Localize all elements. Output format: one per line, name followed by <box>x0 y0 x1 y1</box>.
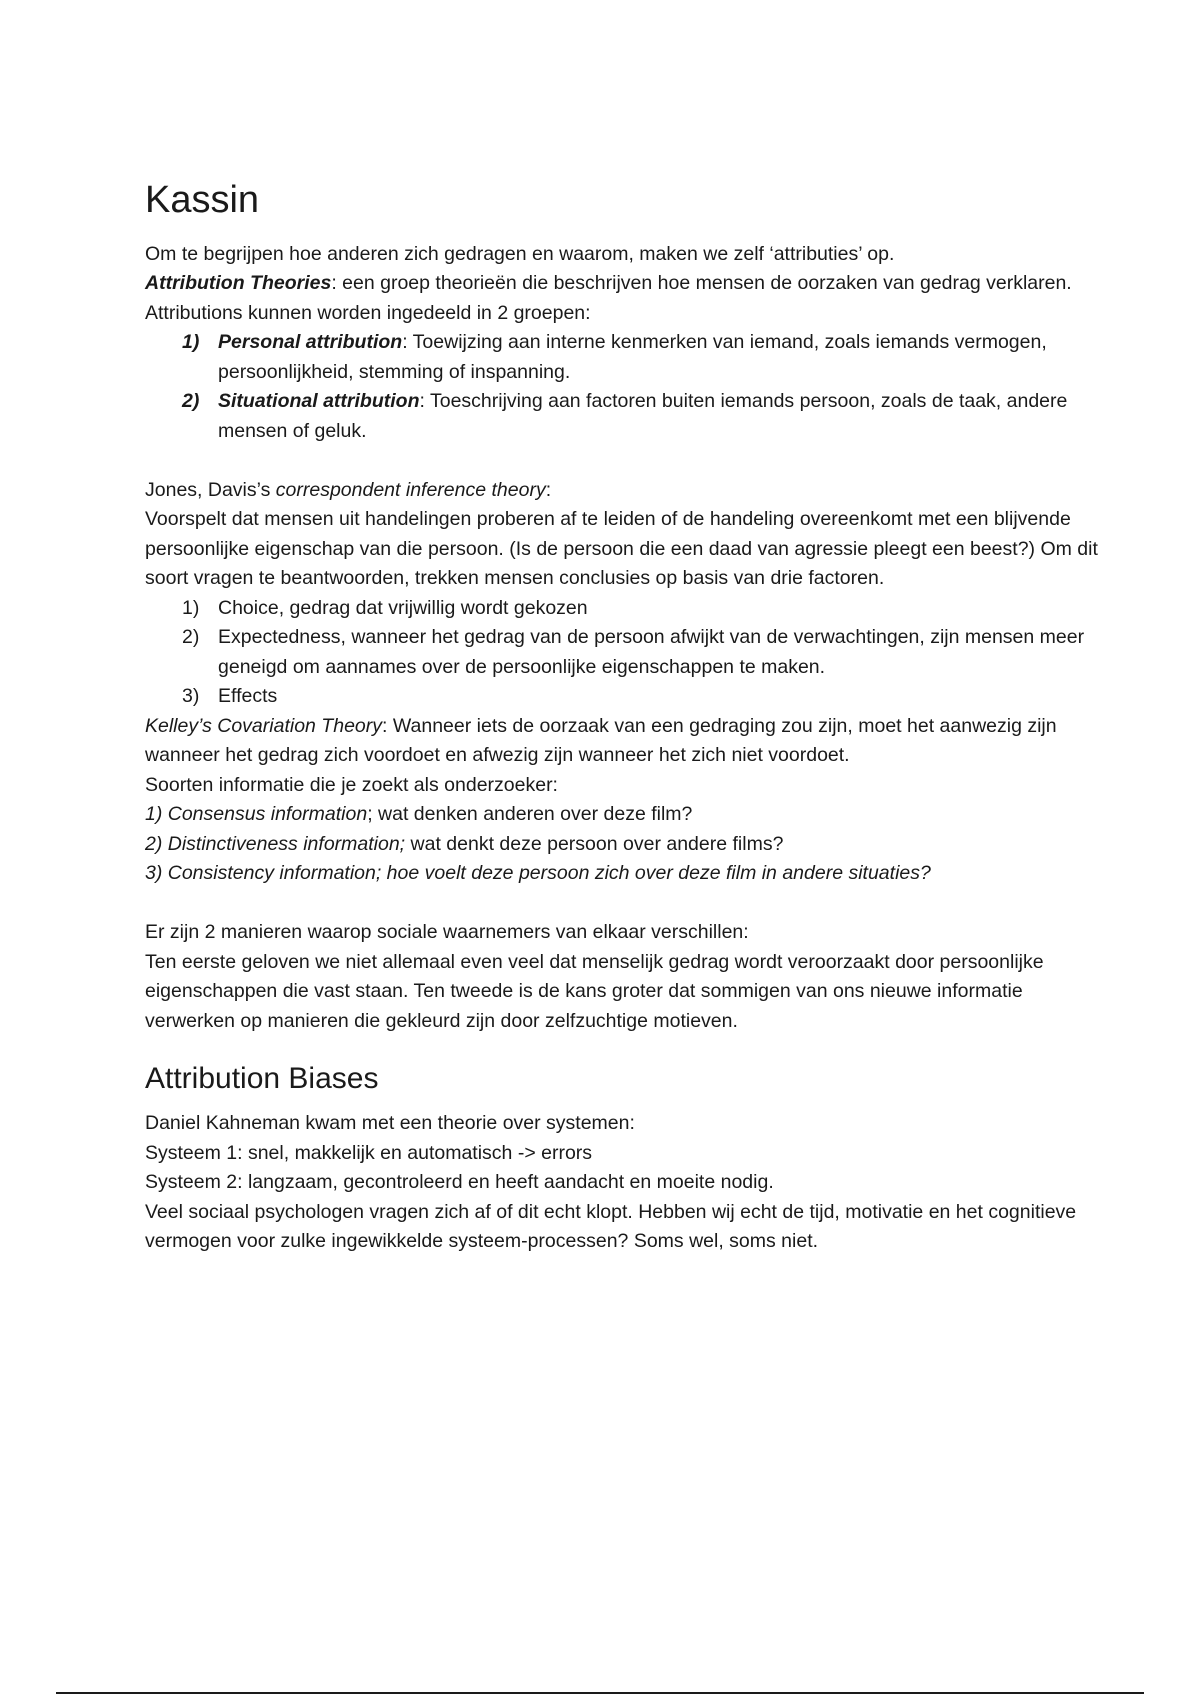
jones-heading <box>145 476 1100 506</box>
list-term: Personal attribution <box>218 331 403 354</box>
attribution-theories-term: Attribution Theories <box>145 272 332 295</box>
kelley-term: Kelley’s Covariation Theory <box>145 714 382 737</box>
list-number: 1) <box>182 596 200 619</box>
document-page <box>145 180 1100 1257</box>
list-text: Choice, gedrag dat vrijwillig wordt gekozen <box>218 596 588 619</box>
info-line-consistency <box>145 859 1100 889</box>
page-title: Kassin <box>145 179 260 221</box>
perceivers-paragraph: Ten eerste geloven we niet allemaal even veel dat menselijk gedrag wordt veroorzaakt door persoonlijke eigenschappen die vast staan. Ten tweede is de kans groter dat sommigen van ons nieuwe informatie verwerken op manieren die gekleurd zijn door zelfzuchtige motieven. <box>145 950 1044 1032</box>
jones-prefix: Jones, Davis’s <box>145 478 276 501</box>
info-text: wat denkt deze persoon over andere films? <box>405 832 784 855</box>
factors-list <box>145 594 1100 712</box>
info-text: ; wat denken anderen over deze film? <box>367 803 693 826</box>
list-text: : Toewijzing aan interne kenmerken van iemand, zoals iemands vermogen, persoonlijkheid, stemming of inspanning. <box>218 331 1047 383</box>
list-item <box>145 387 1100 446</box>
list-item <box>145 682 1100 712</box>
info-term: 2) Distinctiveness information; <box>145 832 406 855</box>
system2-line: Systeem 2: langzaam, gecontroleerd en heeft aandacht en moeite nodig. <box>145 1171 774 1194</box>
groups-intro: Attributions kunnen worden ingedeeld in 2 groepen: <box>145 301 591 324</box>
list-text: Effects <box>218 685 278 708</box>
list-number: 2) <box>182 626 200 649</box>
spacer <box>145 889 1100 919</box>
kahneman-line: Daniel Kahneman kwam met een theorie over systemen: <box>145 1112 635 1135</box>
list-number: 2) <box>182 390 200 413</box>
kelley-paragraph <box>145 712 1100 771</box>
attribution-types-list <box>145 328 1100 446</box>
list-term: Situational attribution <box>218 390 420 413</box>
jones-suffix: : <box>545 478 552 501</box>
perceivers-line: Er zijn 2 manieren waarop sociale waarnemers van elkaar verschillen: <box>145 921 749 944</box>
spacer <box>145 446 1100 476</box>
info-line-distinctiveness <box>145 830 1100 860</box>
spacer <box>145 1036 1100 1062</box>
list-number: 3) <box>182 685 200 708</box>
biases-paragraph: Veel sociaal psychologen vragen zich af of dit echt klopt. Hebben wij echt de tijd, motivatie en het cognitieve vermogen voor zulke ingewikkelde systeem-processen? Soms wel, soms niet. <box>145 1200 1077 1253</box>
intro-paragraph: Om te begrijpen hoe anderen zich gedragen en waarom, maken we zelf ‘attributies’ op. <box>145 242 895 265</box>
attribution-theories-paragraph <box>145 269 1100 299</box>
info-intro: Soorten informatie die je zoekt als onderzoeker: <box>145 773 558 796</box>
info-line-consensus <box>145 800 1100 830</box>
system1-line: Systeem 1: snel, makkelijk en automatisch -> errors <box>145 1141 593 1164</box>
list-text: : Toeschrijving aan factoren buiten iemands persoon, zoals de taak, andere mensen of geluk. <box>218 390 1068 442</box>
list-number: 1) <box>182 331 200 354</box>
jones-term: correspondent inference theory <box>275 478 546 501</box>
info-term: 1) Consensus information <box>145 803 368 826</box>
footer-divider <box>56 1692 1144 1694</box>
attribution-theories-text: : een groep theorieën die beschrijven hoe mensen de oorzaken van gedrag verklaren. <box>331 272 1072 295</box>
section-title: Attribution Biases <box>145 1062 379 1096</box>
list-item <box>145 594 1100 624</box>
kelley-text: : Wanneer iets de oorzaak van een gedraging zou zijn, moet het aanwezig zijn wanneer het gedrag zich voordoet en afwezig zijn wanneer het zich niet voordoet. <box>145 714 1057 767</box>
jones-paragraph: Voorspelt dat mensen uit handelingen proberen af te leiden of de handeling overeenkomt met een blijvende persoonlijke eigenschap van die persoon. (Is de persoon die een daad van agressie pleegt een beest?) Om dit soort vragen te beantwoorden, trekken mensen conclusies op basis van drie factoren. <box>145 508 1098 590</box>
info-term: 3) Consistency information; hoe voelt deze persoon zich over deze film in andere situaties? <box>145 862 931 885</box>
list-item <box>145 328 1100 387</box>
list-item <box>145 623 1100 682</box>
list-text: Expectedness, wanneer het gedrag van de persoon afwijkt van de verwachtingen, zijn mensen meer geneigd om aannames over de persoonlijke eigenschappen te maken. <box>218 626 1085 678</box>
